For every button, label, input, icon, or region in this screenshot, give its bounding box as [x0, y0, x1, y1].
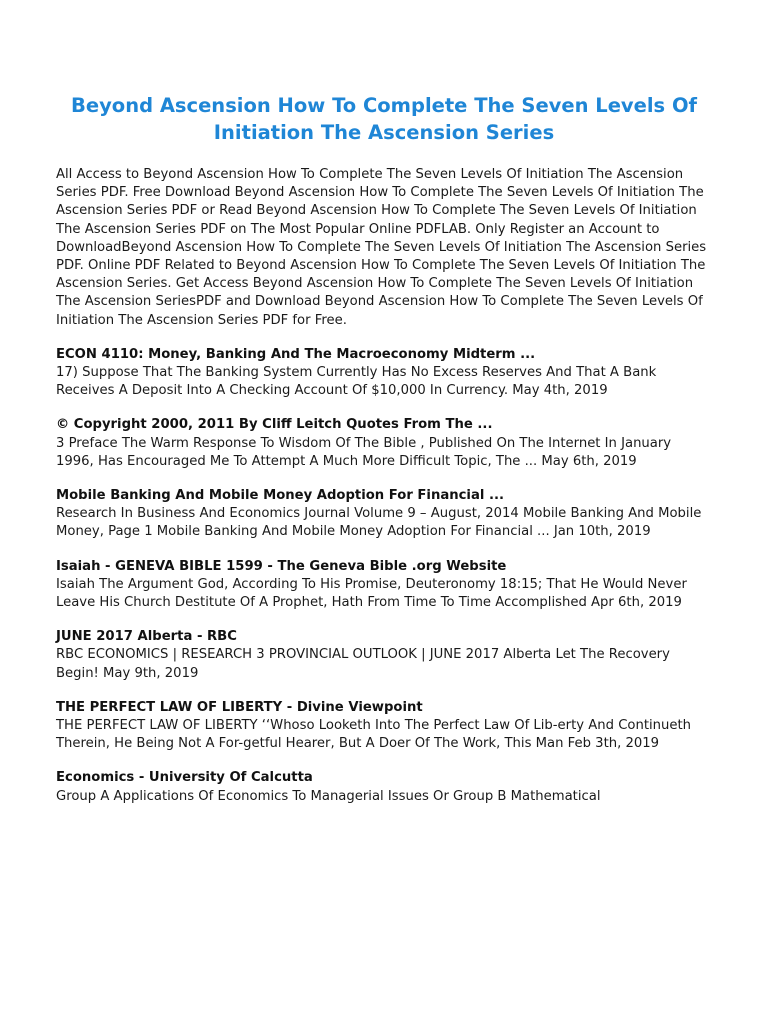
entry-title: © Copyright 2000, 2011 By Cliff Leitch Quotes From The ...	[56, 417, 493, 433]
entry-title: THE PERFECT LAW OF LIBERTY - Divine Viewpoint	[56, 699, 423, 715]
entry-june-2017-alberta	[56, 628, 712, 683]
entry-title: Mobile Banking And Mobile Money Adoption For Financial ...	[56, 488, 504, 504]
entry-perfect-law-of-liberty	[56, 699, 712, 754]
entry-econ-4110	[56, 346, 712, 401]
entry-title: JUNE 2017 Alberta - RBC	[56, 629, 237, 645]
document-title: Beyond Ascension How To Complete The Seven Levels Of Initiation The Ascension Series	[71, 94, 697, 144]
intro-paragraph: All Access to Beyond Ascension How To Complete The Seven Levels Of Initiation The Ascension Series PDF. Free Download Beyond Ascension How To Complete The Seven Levels Of Initiation The Ascension Series PDF or Read Beyond Ascension How To Complete The Seven Levels Of Initiation The Ascension Series PDF on The Most Popular Online PDFLAB. Only Register an Account to DownloadBeyond Ascension How To Complete The Seven Levels Of Initiation The Ascension Series PDF. Online PDF Related to Beyond Ascension How To Complete The Seven Levels Of Initiation The Ascension Series. Get Access Beyond Ascension How To Complete The Seven Levels Of Initiation The Ascension SeriesPDF and Download Beyond Ascension How To Complete The Seven Levels Of Initiation The Ascension Series PDF for Free.	[56, 167, 707, 328]
entry-body: Group A Applications Of Economics To Managerial Issues Or Group B Mathematical	[56, 788, 601, 804]
entry-copyright-cliff-leitch	[56, 416, 712, 471]
entry-body: Isaiah The Argument God, According To His Promise, Deuteronomy 18:15; That He Would Never Leave His Church Destitute Of A Prophet, Hath From Time To Time Accomplished Apr 6th, 2019	[56, 576, 687, 611]
entry-title: Isaiah - GENEVA BIBLE 1599 - The Geneva Bible .org Website	[56, 558, 507, 574]
entry-body: THE PERFECT LAW OF LIBERTY ‘‘Whoso Looketh Into The Perfect Law Of Lib-erty And Continueth Therein, He Being Not A For-getful Hearer, But A Doer Of The Work, This Man Feb 3th, 2019	[56, 718, 692, 752]
entry-body: RBC ECONOMICS | RESEARCH 3 PROVINCIAL OUTLOOK | JUNE 2017 Alberta Let The Recovery Begin! May 9th, 2019	[56, 647, 670, 681]
entry-economics-calcutta	[56, 769, 712, 805]
entry-body: 3 Preface The Warm Response To Wisdom Of The Bible , Published On The Internet In January 1996, Has Encouraged Me To Attempt A Much More Difficult Topic, The ... May 6th, 2019	[56, 435, 672, 469]
entry-body: 17) Suppose That The Banking System Currently Has No Excess Reserves And That A Bank Receives A Deposit Into A Checking Account Of $10,000 In Currency. May 4th, 2019	[56, 365, 657, 399]
entry-isaiah-geneva-bible	[56, 558, 712, 613]
entry-title: ECON 4110: Money, Banking And The Macroeconomy Midterm ...	[56, 346, 536, 362]
entry-mobile-banking	[56, 487, 712, 542]
entry-body: Research In Business And Economics Journal Volume 9 – August, 2014 Mobile Banking And Mobile Money, Page 1 Mobile Banking And Mobile Money Adoption For Financial ... Jan 10th, 2019	[56, 506, 702, 540]
entry-title: Economics - University Of Calcutta	[56, 770, 313, 786]
